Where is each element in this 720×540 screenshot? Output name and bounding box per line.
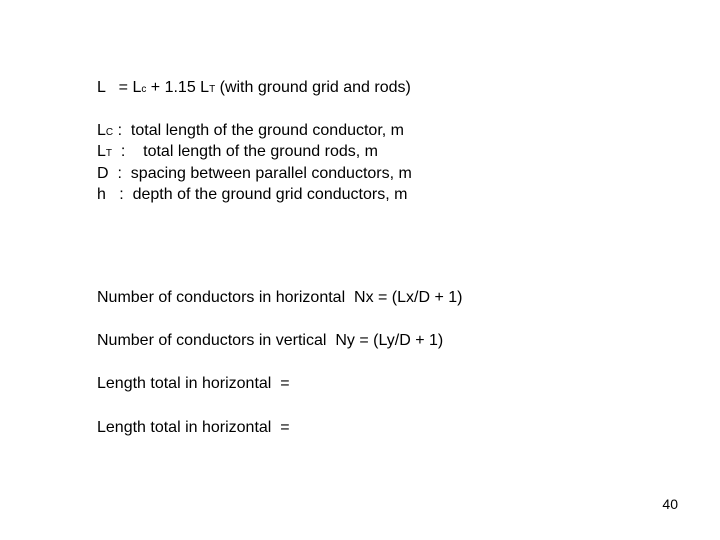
length-total-horizontal-1: Length total in horizontal = (97, 375, 290, 392)
definition-symbol: D (97, 165, 109, 182)
formula-sub-t: T (209, 84, 216, 95)
definition-lc (97, 121, 404, 143)
definition-text: spacing between parallel conductors, m (130, 165, 412, 182)
formula-lhs: L (97, 79, 106, 96)
definition-symbol: L (97, 122, 106, 139)
definition-separator: : (108, 165, 131, 182)
definition-lt (97, 142, 378, 164)
definition-symbol: h (97, 186, 106, 203)
formula-plus: + 1.15 L (146, 79, 210, 96)
formula-eq: = L (118, 79, 142, 96)
definition-subscript: T (105, 148, 113, 159)
definition-text: depth of the ground grid conductors, m (132, 186, 408, 203)
definition-h (97, 185, 407, 205)
definition-text: total length of the ground rods, m (143, 143, 378, 160)
definition-separator: : (105, 186, 133, 203)
formula-tail: (with ground grid and rods) (215, 79, 411, 96)
definition-separator: : (113, 122, 131, 139)
definition-symbol: L (97, 143, 106, 160)
definition-subscript: C (105, 127, 114, 138)
nx-formula: Number of conductors in horizontal Nx = (Lx/D + 1) (97, 289, 463, 306)
main-formula (97, 78, 411, 100)
page-number: 40 (662, 496, 678, 512)
formula-sub-c: c (141, 84, 147, 95)
length-total-horizontal-2: Length total in horizontal = (97, 419, 290, 436)
ny-formula: Number of conductors in vertical Ny = (Ly/D + 1) (97, 332, 444, 349)
definition-d (97, 164, 412, 184)
definition-text: total length of the ground conductor, m (130, 122, 404, 139)
definition-separator: : (112, 143, 144, 160)
